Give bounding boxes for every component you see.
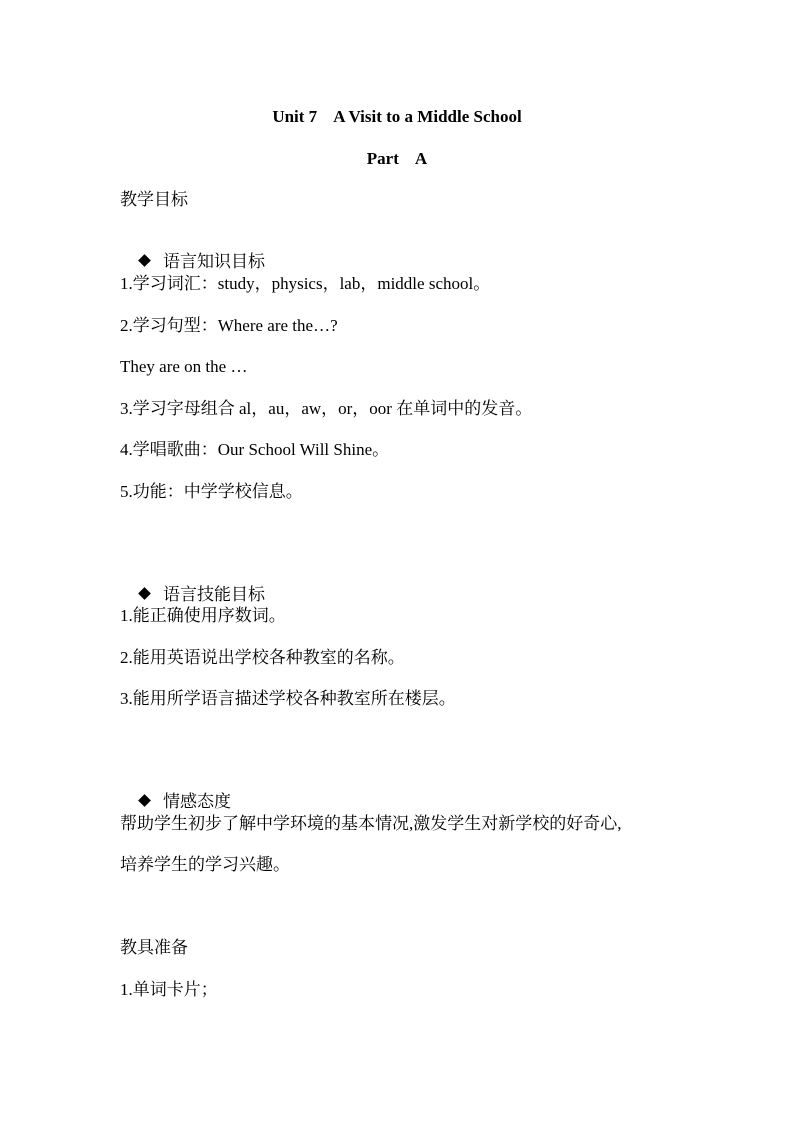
knowledge-item: They are on the … [120, 357, 248, 376]
section-heading-materials: 教具准备 [120, 938, 188, 957]
attitude-line: 帮助学生初步了解中学环境的基本情况,激发学生对新学校的好奇心, [120, 814, 622, 833]
subheading-skills-text: 语言技能目标 [163, 585, 265, 604]
subheading-attitude-text: 情感态度 [163, 792, 231, 811]
document-subtitle: Part A [366, 149, 428, 168]
diamond-bullet-icon [138, 254, 151, 267]
document-title: Unit 7 A Visit to a Middle School [272, 107, 522, 126]
knowledge-item: 1.学习词汇：study，physics，lab，middle school。 [120, 274, 491, 293]
skills-item: 3.能用所学语言描述学校各种教室所在楼层。 [120, 689, 456, 708]
skills-item: 2.能用英语说出学校各种教室的名称。 [120, 648, 405, 667]
skills-item: 1.能正确使用序数词。 [120, 606, 286, 625]
attitude-line: 培养学生的学习兴趣。 [120, 855, 290, 874]
knowledge-item: 2.学习句型：Where are the…? [120, 316, 338, 335]
section-heading-objectives: 教学目标 [120, 190, 188, 209]
materials-item: 1.单词卡片； [120, 980, 218, 999]
knowledge-item: 3.学习字母组合 al，au，aw，or，oor 在单词中的发音。 [120, 399, 533, 418]
knowledge-item: 4.学唱歌曲：Our School Will Shine。 [120, 440, 390, 459]
diamond-bullet-icon [138, 794, 151, 807]
subheading-knowledge-text: 语言知识目标 [163, 252, 265, 271]
diamond-bullet-icon [138, 587, 151, 600]
knowledge-item: 5.功能：中学学校信息。 [120, 482, 303, 501]
